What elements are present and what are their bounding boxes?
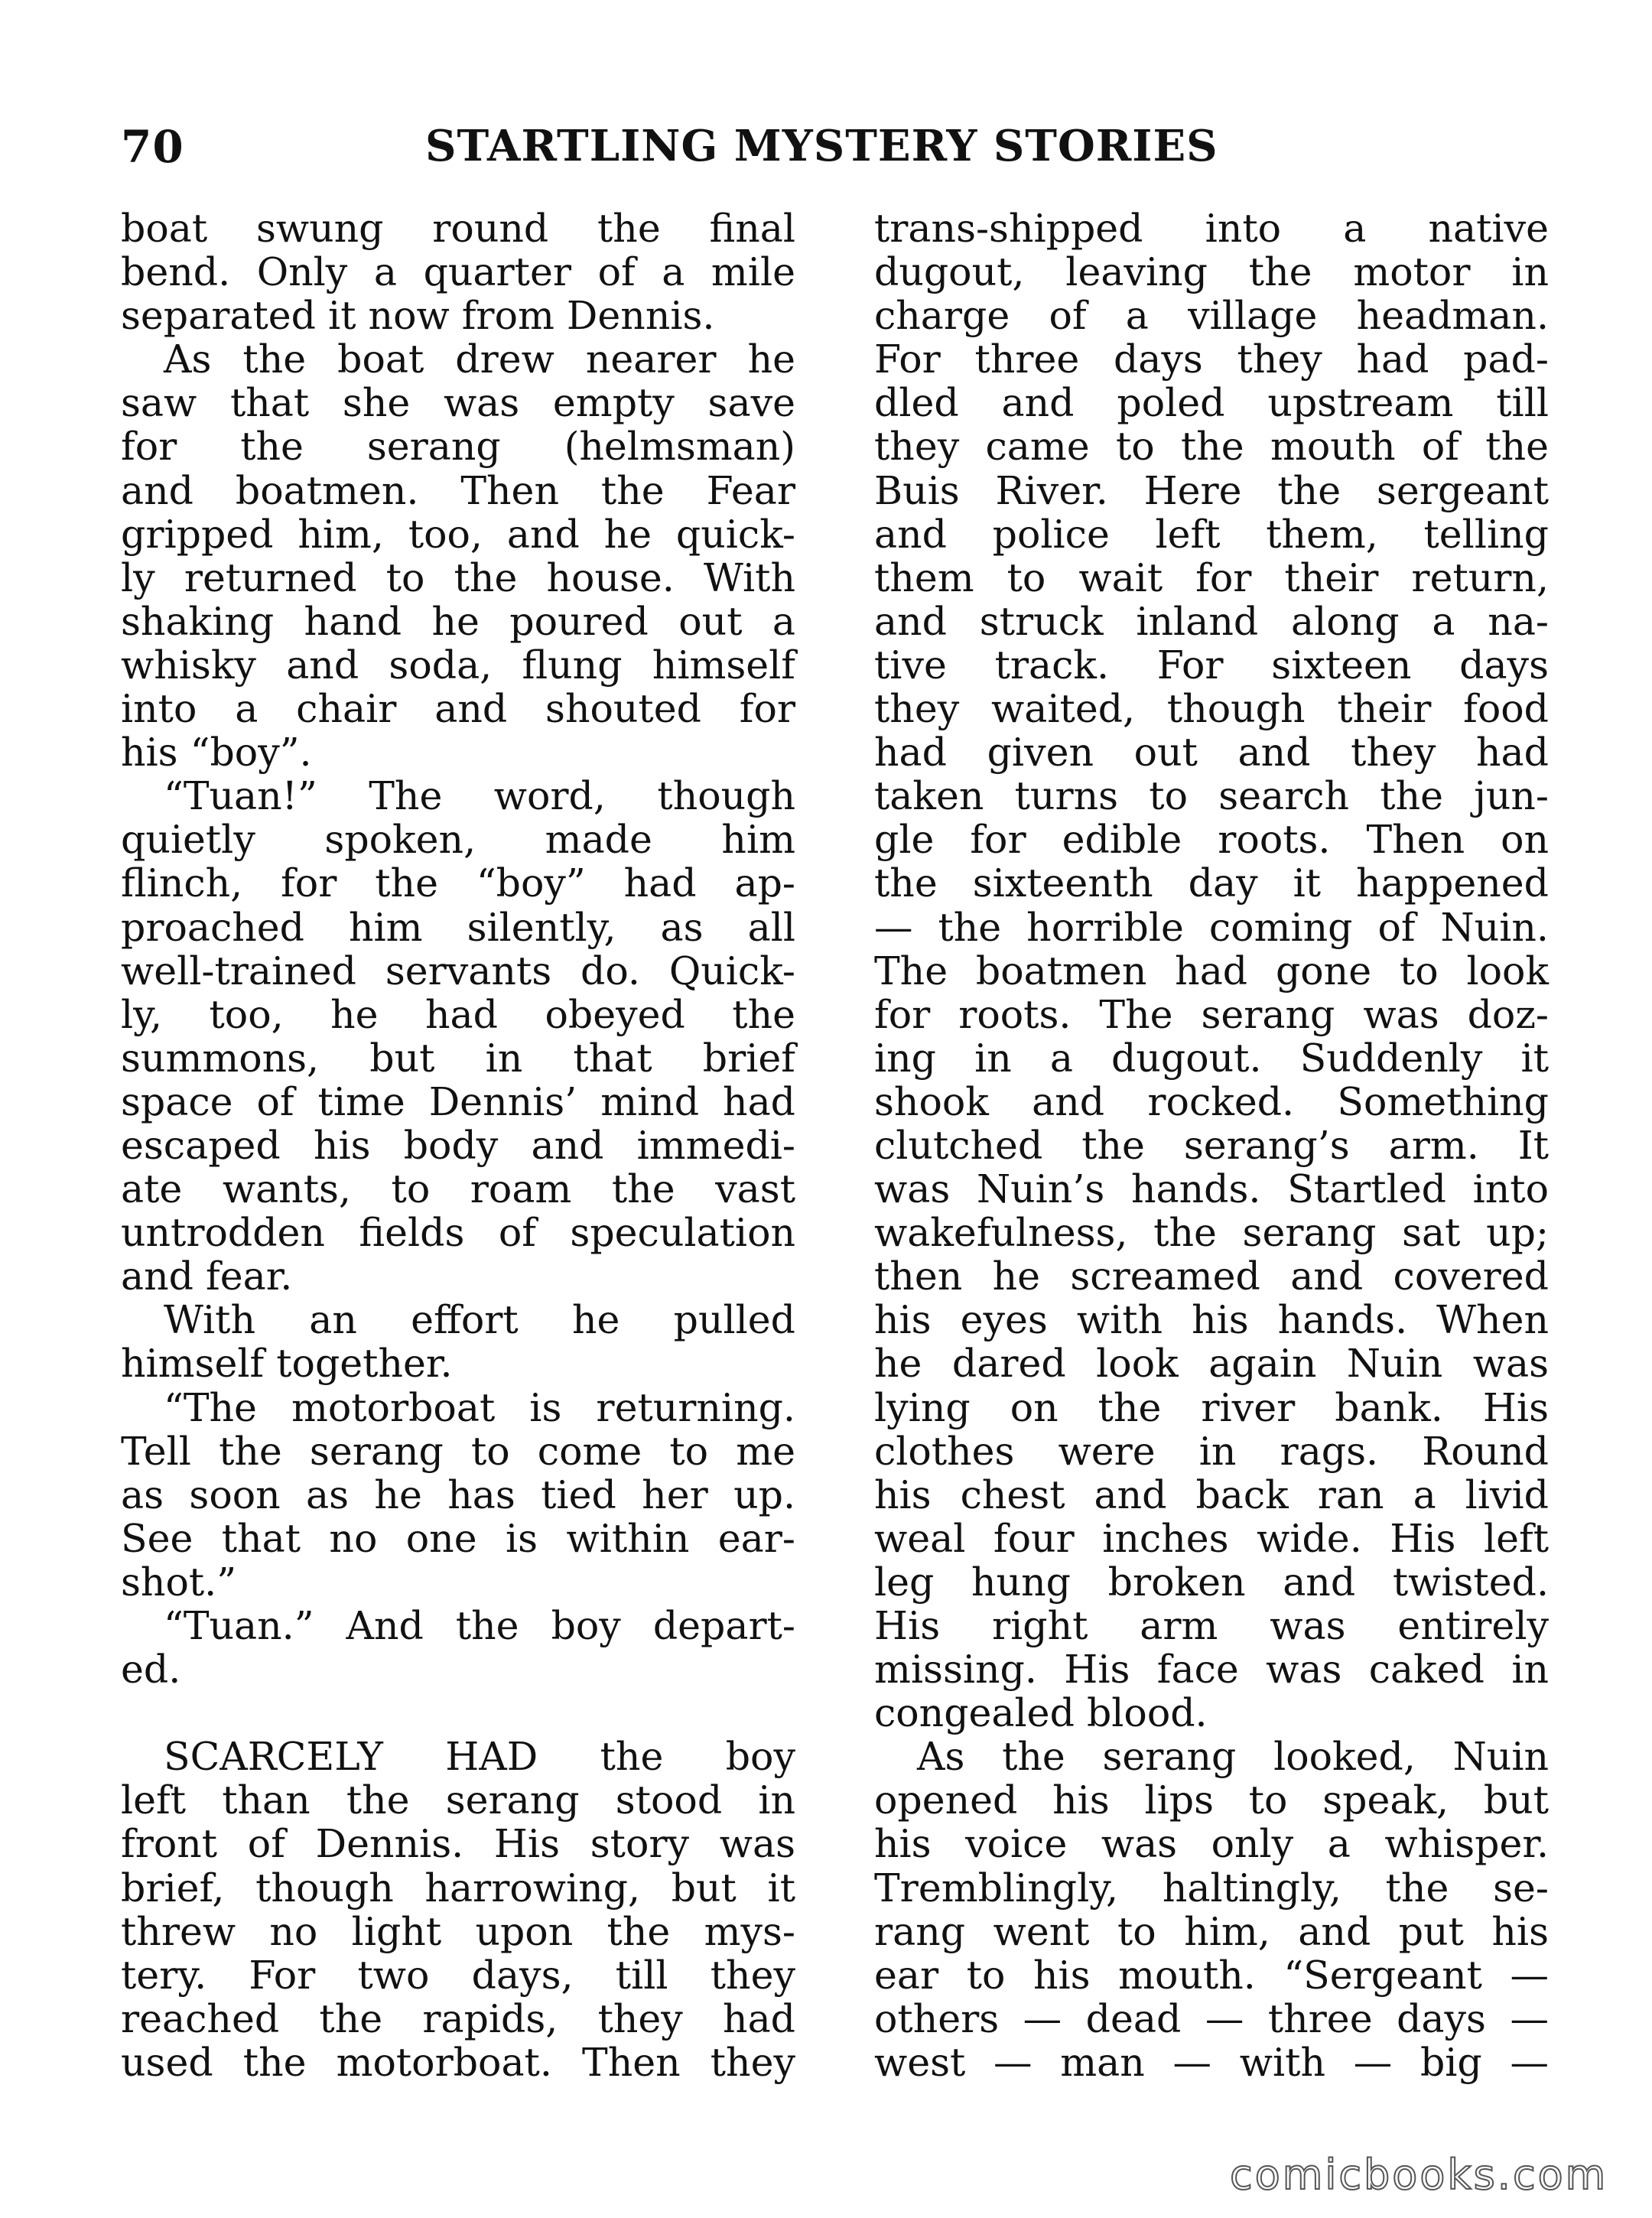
text-line: had given out and they had	[874, 730, 1549, 776]
text-line: used the motorboat. Then they	[121, 2039, 795, 2085]
text-line: for the serang (helmsman)	[121, 424, 795, 470]
text-line: threw no light upon the mys-	[121, 1908, 795, 1954]
text-line: The boatmen had gone to look	[874, 948, 1549, 994]
text-line: they came to the mouth of the	[874, 424, 1549, 470]
text-line: well-trained servants do. Quick-	[121, 948, 795, 994]
text-line: front of Dennis. His story was	[121, 1821, 795, 1867]
text-line: See that no one is within ear-	[121, 1515, 795, 1561]
text-line: clutched the serang’s arm. It	[874, 1122, 1549, 1168]
text-line: others — dead — three days —	[874, 1995, 1549, 2041]
text-line: left than the serang stood in	[121, 1777, 795, 1823]
text-line: gripped him, too, and he quick-	[121, 511, 795, 557]
text-line: His right arm was entirely	[874, 1603, 1549, 1648]
text-line: Buis River. Here the sergeant	[874, 467, 1549, 513]
text-line: they waited, though their food	[874, 686, 1549, 732]
text-line: With an effort he pulled	[164, 1297, 795, 1343]
text-line: ly, too, he had obeyed the	[121, 991, 795, 1037]
text-line: “The motorboat is returning.	[164, 1384, 795, 1430]
text-line: proached him silently, as all	[121, 904, 795, 950]
text-line: As the serang looked, Nuin	[917, 1734, 1549, 1780]
text-line: trans-shipped into a native	[874, 206, 1549, 251]
text-line: leg hung broken and twisted.	[874, 1559, 1549, 1605]
text-line: flinch, for the “boy” had ap-	[121, 860, 795, 906]
text-line: escaped his body and immedi-	[121, 1122, 795, 1168]
text-line: space of time Dennis’ mind had	[121, 1078, 795, 1124]
text-line: As the boat drew nearer he	[164, 337, 795, 382]
text-line: For three days they had pad-	[874, 337, 1549, 382]
text-line: taken turns to search the jun-	[874, 773, 1549, 819]
page-header	[121, 121, 1536, 190]
text-line: and boatmen. Then the Fear	[121, 467, 795, 513]
text-line: his voice was only a whisper.	[874, 1821, 1549, 1867]
text-line: quietly spoken, made him	[121, 817, 795, 863]
text-line: then he screamed and covered	[874, 1254, 1549, 1299]
text-line: ed.	[121, 1647, 181, 1693]
text-line: shaking hand he poured out a	[121, 598, 795, 644]
text-line: and struck inland along a na-	[874, 598, 1549, 644]
text-line: whisky and soda, flung himself	[121, 642, 795, 688]
text-line: and fear.	[121, 1254, 293, 1299]
text-line: tive track. For sixteen days	[874, 642, 1549, 688]
text-line: “Tuan.” And the boy depart-	[164, 1603, 795, 1648]
text-line: wakefulness, the serang sat up;	[874, 1210, 1549, 1256]
text-line: gle for edible roots. Then on	[874, 817, 1549, 863]
text-line: tery. For two days, till they	[121, 1952, 795, 1998]
text-line: missing. His face was caked in	[874, 1647, 1549, 1693]
text-line: was Nuin’s hands. Startled into	[874, 1166, 1549, 1212]
text-line: shot.”	[121, 1559, 237, 1605]
text-line: opened his lips to speak, but	[874, 1777, 1549, 1823]
section-break	[121, 1691, 795, 1735]
text-line: clothes were in rags. Round	[874, 1428, 1549, 1474]
text-line: ear to his mouth. “Sergeant —	[874, 1952, 1549, 1998]
text-line: bend. Only a quarter of a mile	[121, 249, 795, 295]
text-line: — the horrible coming of Nuin.	[874, 904, 1549, 950]
text-line: his “boy”.	[121, 730, 312, 776]
text-line: “Tuan!” The word, though	[164, 773, 795, 819]
text-line: ly returned to the house. With	[121, 554, 795, 600]
text-line: rang went to him, and put his	[874, 1908, 1549, 1954]
running-title: STARTLING MYSTERY STORIES	[425, 121, 1218, 171]
text-line: Tell the serang to come to me	[121, 1428, 795, 1474]
text-line: summons, but in that brief	[121, 1035, 795, 1081]
text-line: separated it now from Dennis.	[121, 293, 715, 339]
text-line: reached the rapids, they had	[121, 1995, 795, 2041]
watermark: comicbooks.com	[1230, 2151, 1608, 2199]
text-line: into a chair and shouted for	[121, 686, 795, 732]
text-line: brief, though harrowing, but it	[121, 1865, 795, 1911]
text-line: he dared look again Nuin was	[874, 1341, 1549, 1387]
text-line: weal four inches wide. His left	[874, 1515, 1549, 1561]
text-line: himself together.	[121, 1341, 453, 1387]
text-line: and police left them, telling	[874, 511, 1549, 557]
left-column	[121, 207, 795, 2084]
text-line: SCARCELY HAD the boy	[164, 1734, 795, 1780]
page-number: 70	[121, 121, 184, 173]
text-line: as soon as he has tied her up.	[121, 1472, 795, 1517]
text-line: them to wait for their return,	[874, 554, 1549, 600]
text-line: the sixteenth day it happened	[874, 860, 1549, 906]
text-line: his eyes with his hands. When	[874, 1297, 1549, 1343]
text-line: shook and rocked. Something	[874, 1078, 1549, 1124]
text-line: charge of a village headman.	[874, 293, 1549, 339]
text-line: untrodden fields of speculation	[121, 1210, 795, 1256]
text-line: dled and poled upstream till	[874, 380, 1549, 426]
text-line: ing in a dugout. Suddenly it	[874, 1035, 1549, 1081]
text-line: saw that she was empty save	[121, 380, 795, 426]
text-line: his chest and back ran a livid	[874, 1472, 1549, 1517]
text-line: ate wants, to roam the vast	[121, 1166, 795, 1212]
text-line: congealed blood.	[874, 1690, 1208, 1736]
text-line: dugout, leaving the motor in	[874, 249, 1549, 295]
text-line: Tremblingly, haltingly, the se-	[874, 1865, 1549, 1911]
right-column	[874, 207, 1549, 2084]
text-line: for roots. The serang was doz-	[874, 991, 1549, 1037]
text-line: west — man — with — big —	[874, 2039, 1549, 2085]
text-line: boat swung round the final	[121, 206, 795, 251]
text-line: lying on the river bank. His	[874, 1384, 1549, 1430]
